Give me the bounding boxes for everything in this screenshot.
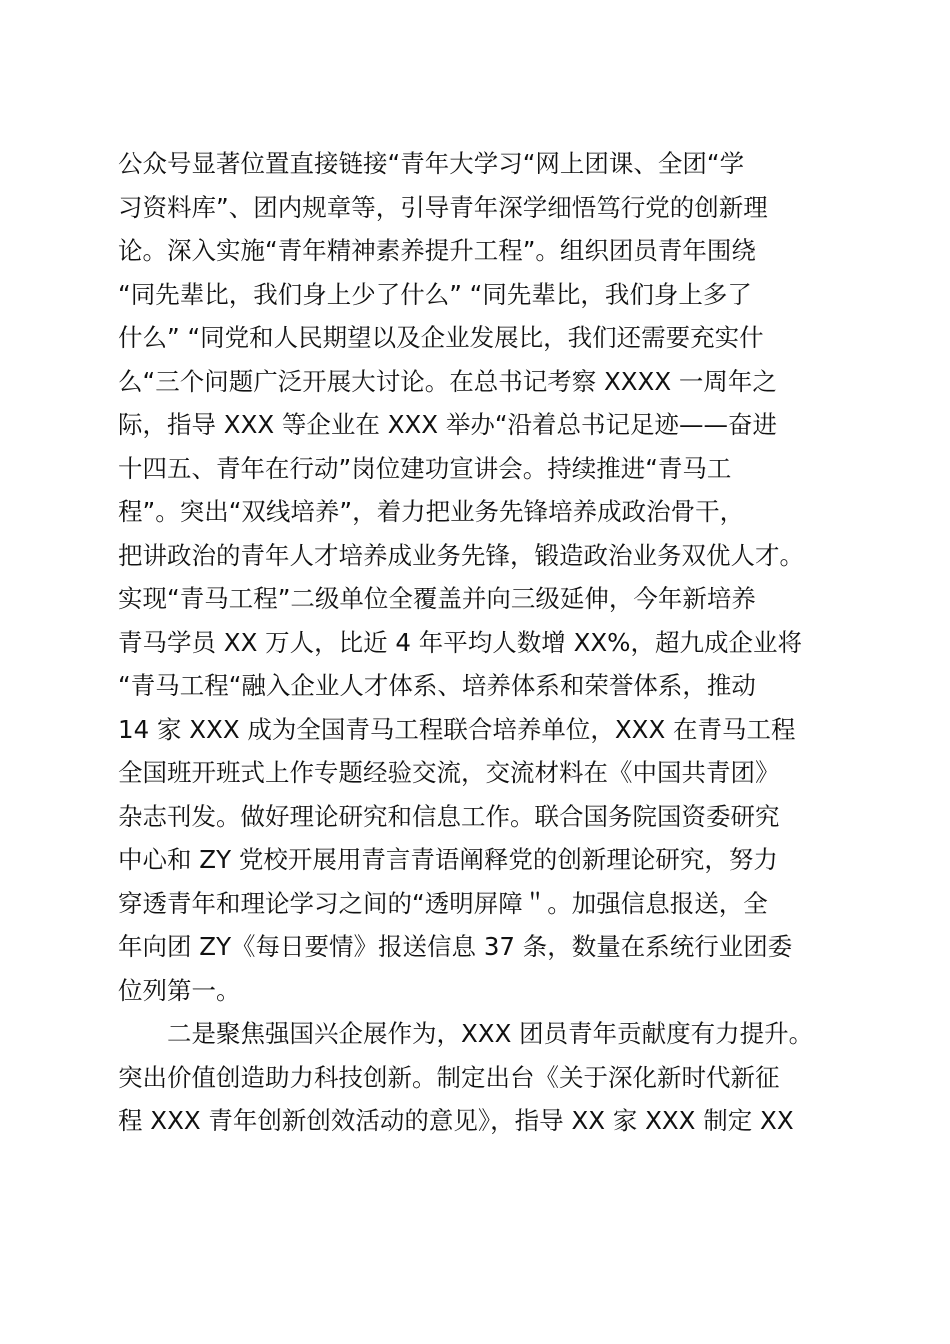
text-line: 际，指导 XXX 等企业在 XXX 举办“沿着总书记足迹——奋进	[118, 410, 778, 439]
text-line: 公众号显著位置直接链接“青年大学习“网上团课、全团“学	[118, 149, 745, 178]
text-line: 把讲政治的青年人才培养成业务先锋，锻造政治业务双优人才。	[118, 540, 804, 570]
text-line: “同先辈比，我们身上少了什么” “同先辈比，我们身上多了	[118, 279, 752, 309]
text-line: 14 家 XXX 成为全国青马工程联合培养单位，XXX 在青马工程	[118, 714, 796, 744]
text-line: 程”。突出“双线培养”，着力把业务先锋培养成政治骨干，	[118, 497, 745, 526]
text-line: 突出价值创造助力科技创新。制定出台《关于深化新时代新征	[118, 1062, 780, 1092]
text-line: 中心和 ZY 党校开展用青言青语阐释党的创新理论研究，努力	[118, 845, 778, 874]
text-line: 习资料库”、团内规章等，引导青年深学细悟笃行党的创新理	[118, 192, 768, 222]
text-line: 年向团 ZY《每日要情》报送信息 37 条，数量在系统行业团委	[118, 932, 793, 961]
text-line: 全国班开班式上作专题经验交流，交流材料在《中国共青团》	[118, 758, 780, 787]
text-line: 么“三个问题广泛开展大讨论。在总书记考察 XXXX 一周年之	[118, 366, 777, 396]
text-line: 什么” “同党和人民期望以及企业发展比，我们还需要充实什	[118, 323, 764, 352]
text-line: 论。深入实施“青年精神素养提升工程”。组织团员青年围绕	[118, 236, 756, 265]
body-text	[118, 142, 838, 1143]
text-line: “青马工程“融入企业人才体系、培养体系和荣誉体系，推动	[118, 671, 756, 700]
text-line: 青马学员 XX 万人，比近 4 年平均人数增 XX%，超九成企业将	[118, 627, 802, 657]
text-line: 杂志刊发。做好理论研究和信息工作。联合国务院国资委研究	[118, 801, 780, 831]
text-line: 实现“青马工程”二级单位全覆盖并向三级延伸，今年新培养	[118, 584, 756, 613]
paragraph-start-line: 二是聚焦强国兴企展作为，XXX 团员青年贡献度有力提升。	[118, 1019, 814, 1048]
text-line: 十四五、青年在行动”岗位建功宣讲会。持续推进“青马工	[118, 453, 732, 483]
text-line: 位列第一。	[118, 975, 241, 1005]
text-line: 穿透青年和理论学习之间的“透明屏障＂。加强信息报送，全	[118, 888, 768, 918]
text-line: 程 XXX 青年创新创效活动的意见》，指导 XX 家 XXX 制定 XX	[118, 1106, 794, 1135]
